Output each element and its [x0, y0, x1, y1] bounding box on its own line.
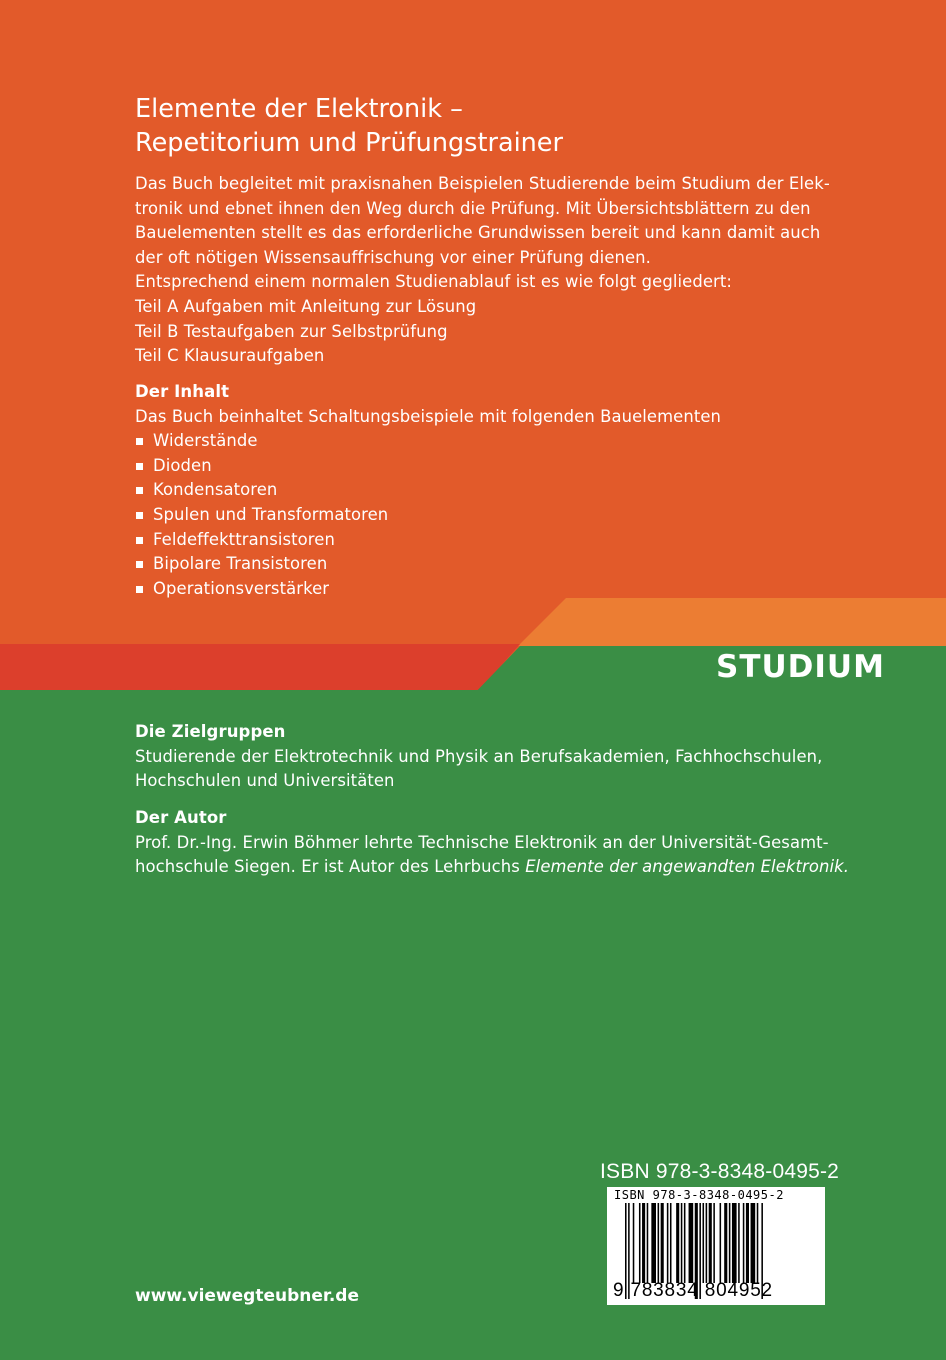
bullet-square-icon — [136, 561, 143, 568]
barcode-bar — [751, 1203, 756, 1283]
barcode-bar — [651, 1203, 656, 1283]
barcode-bar — [743, 1203, 745, 1283]
barcode-bar — [684, 1203, 686, 1283]
barcode-bar — [703, 1203, 705, 1283]
intro-line: tronik und ebnet ihnen den Weg durch die Prüfung. Mit Übersichtsblättern zu den — [135, 198, 811, 218]
list-item-label: Widerstände — [153, 431, 258, 451]
list-item — [135, 429, 835, 454]
bullet-square-icon — [136, 512, 143, 519]
zielgruppen-line: Studierende der Elektrotechnik und Physik an Berufsakademien, Fachhochschulen, — [135, 746, 823, 766]
barcode-bar — [661, 1203, 664, 1283]
title-line-1: Elemente der Elektronik – — [135, 94, 463, 124]
barcode-bar — [732, 1203, 737, 1283]
barcode-bar — [639, 1203, 641, 1283]
series-label: STUDIUM — [716, 649, 885, 685]
list-item — [135, 503, 835, 528]
list-item-label: Kondensatoren — [153, 480, 278, 500]
barcode-bar — [647, 1203, 649, 1283]
barcode-bar — [724, 1203, 727, 1283]
barcode-bar — [746, 1203, 749, 1283]
list-item — [135, 528, 835, 553]
bullet-square-icon — [136, 487, 143, 494]
barcode-bar — [720, 1203, 722, 1283]
intro-line: Entsprechend einem normalen Studienablauf ist es wie folgt gegliedert: — [135, 272, 732, 292]
bullet-square-icon — [136, 438, 143, 445]
list-item-label: Feldeffekttransistoren — [153, 529, 335, 549]
barcode-bar — [713, 1203, 715, 1283]
barcode-bar — [658, 1203, 660, 1283]
bullet-square-icon — [136, 463, 143, 470]
red-stripe — [0, 644, 520, 690]
bullet-square-icon — [136, 586, 143, 593]
intro-line: Bauelementen stellt es das erforderliche Grundwissen bereit und kann damit auch — [135, 223, 821, 243]
list-item — [135, 478, 835, 503]
zielgruppen-line: Hochschulen und Universitäten — [135, 771, 395, 791]
light-orange-stripe — [518, 598, 946, 646]
barcode-bar — [709, 1203, 712, 1283]
isbn-label: ISBN 978-3-8348-0495-2 — [600, 1160, 840, 1183]
autor-line-2 — [135, 855, 855, 880]
barcode-bar — [738, 1203, 740, 1283]
intro-line: Teil C Klausuraufgaben — [135, 346, 325, 366]
zielgruppen-section — [135, 720, 855, 794]
barcode-bar — [642, 1203, 645, 1283]
book-reference: Elemente der angewandten Elektronik. — [525, 857, 850, 877]
autor-line-2-text: hochschule Siegen. Er ist Autor des Lehrbuchs — [135, 857, 526, 877]
zielgruppen-heading: Die Zielgruppen — [135, 722, 286, 741]
list-item — [135, 577, 835, 602]
list-item-label: Spulen und Transformatoren — [153, 504, 389, 524]
autor-line-1: Prof. Dr.-Ing. Erwin Böhmer lehrte Technische Elektronik an der Universität-Gesamt- — [135, 832, 829, 852]
publisher-url[interactable]: www.viewegteubner.de — [135, 1286, 360, 1306]
inhalt-section — [135, 380, 835, 601]
barcode — [607, 1187, 825, 1305]
barcode-bar — [689, 1203, 694, 1283]
list-item — [135, 552, 835, 577]
autor-section — [135, 806, 855, 880]
list-item — [135, 454, 835, 479]
title-line-2: Repetitorium und Prüfungstrainer — [135, 128, 563, 158]
book-title — [135, 92, 855, 160]
barcode-isbn-text: ISBN 978-3-8348-0495-2 — [614, 1188, 784, 1202]
barcode-bar — [676, 1203, 679, 1283]
intro-line: Teil B Testaufgaben zur Selbstprüfung — [135, 321, 448, 341]
inhalt-heading: Der Inhalt — [135, 382, 230, 401]
barcode-bar — [757, 1203, 759, 1283]
barcode-bar — [729, 1203, 731, 1283]
intro-paragraph — [135, 172, 835, 369]
barcode-bar — [681, 1203, 683, 1283]
barcode-bar — [667, 1203, 669, 1283]
inhalt-lead: Das Buch beinhaltet Schaltungsbeispiele mit folgenden Bauelementen — [135, 406, 722, 426]
list-item-label: Operationsverstärker — [153, 578, 330, 598]
list-item-label: Dioden — [153, 455, 212, 475]
intro-line: Teil A Aufgaben mit Anleitung zur Lösung — [135, 296, 477, 316]
barcode-bar — [670, 1203, 672, 1283]
component-list — [135, 429, 835, 601]
autor-heading: Der Autor — [135, 808, 227, 827]
bullet-square-icon — [136, 537, 143, 544]
barcode-bar — [633, 1203, 635, 1283]
barcode-digits: 9 783834 804952 — [613, 1280, 773, 1301]
barcode-bar — [706, 1203, 708, 1283]
intro-line: der oft nötigen Wissensauffrischung vor einer Prüfung dienen. — [135, 247, 651, 267]
list-item-label: Bipolare Transistoren — [153, 554, 328, 574]
intro-line: Das Buch begleitet mit praxisnahen Beispielen Studierende beim Studium der Elek- — [135, 174, 830, 193]
